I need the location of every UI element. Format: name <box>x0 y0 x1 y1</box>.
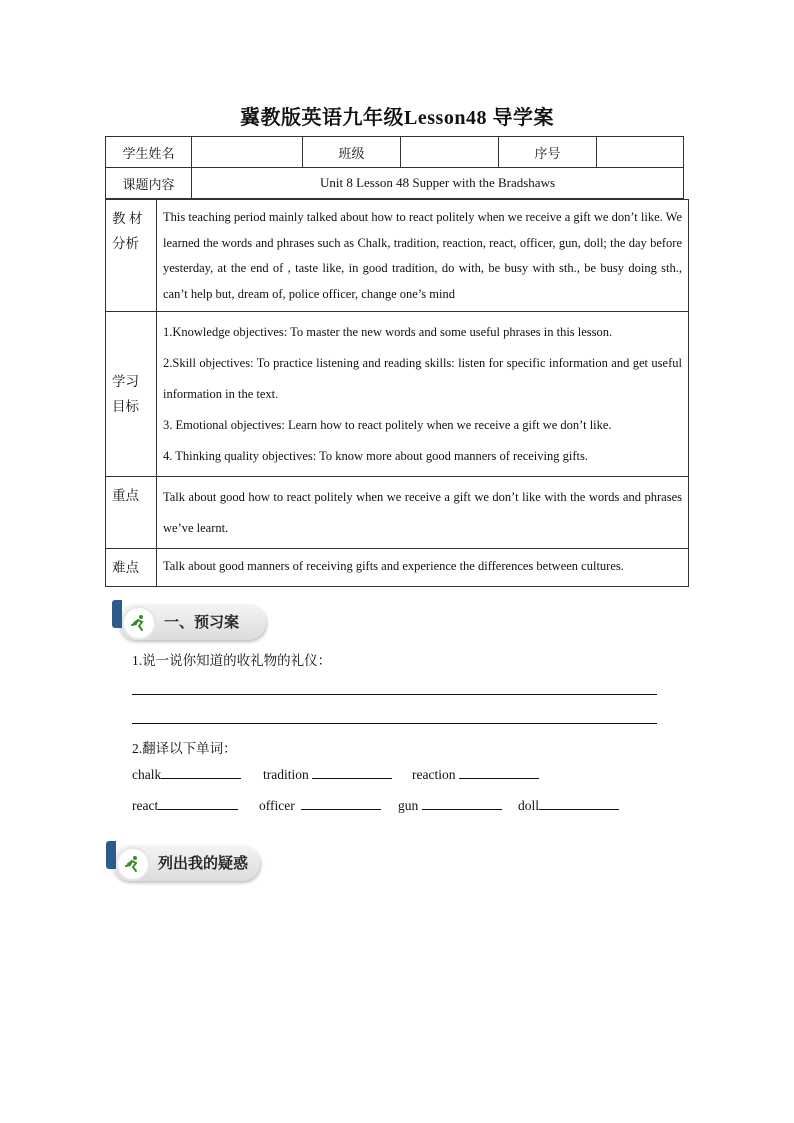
student-name-label: 学生姓名 <box>106 137 192 168</box>
question-1: 1.说一说你知道的收礼物的礼仪： <box>132 653 332 668</box>
goals-list <box>157 312 689 477</box>
topic-value: Unit 8 Lesson 48 Supper with the Bradshaws <box>192 168 684 199</box>
difficult-points-text: Talk about good manners of receiving gifts and experience the differences between cultures. <box>157 549 689 587</box>
page-title: 冀教版英语九年级Lesson48 导学案 <box>240 107 554 129</box>
section-preview-badge <box>118 604 266 640</box>
word-item: react <box>132 797 238 814</box>
goal-item: 2.Skill objectives: To practice listening and reading skills: listen for specific information and get useful information in the text. <box>163 356 682 401</box>
topic-label: 课题内容 <box>106 168 192 199</box>
word-blank[interactable] <box>539 797 619 810</box>
word-blank[interactable] <box>312 766 392 779</box>
lesson-plan-table <box>105 199 689 587</box>
class-label: 班级 <box>303 137 401 168</box>
key-points-text: Talk about good how to react politely when we receive a gift we don’t like with the words and phrases we’ve learnt. <box>157 477 689 549</box>
word-item: gun <box>398 797 502 814</box>
word-blank[interactable] <box>301 797 381 810</box>
goal-item: 4. Thinking quality objectives: To know more about good manners of receiving gifts. <box>163 449 588 463</box>
number-cell[interactable] <box>597 137 684 168</box>
goal-item: 3. Emotional objectives: Learn how to react politely when we receive a gift we don’t like. <box>163 418 612 432</box>
answer-line[interactable] <box>132 723 657 724</box>
word-item: reaction <box>412 766 539 783</box>
section-preview-label: 一、预习案 <box>164 613 240 631</box>
word-item: tradition <box>263 766 392 783</box>
badge-tab <box>106 841 116 869</box>
word-blank[interactable] <box>158 797 238 810</box>
word-item: doll <box>518 797 619 814</box>
runner-icon <box>116 847 150 881</box>
word-blank[interactable] <box>422 797 502 810</box>
word-item: chalk <box>132 766 241 783</box>
section-questions-label: 列出我的疑惑 <box>158 854 249 872</box>
goal-item: 1.Knowledge objectives: To master the new words and some useful phrases in this lesson. <box>163 325 613 339</box>
runner-icon <box>122 606 156 640</box>
analysis-text: This teaching period mainly talked about how to react politely when we receive a gift we don’t like. We learned the words and phrases such as Chalk, tradition, reaction, react, officer, gun, doll; the day before yesterday, at the end of , taste like, in good tradition, do with, be busy with sth., be busy doing sth., can’t help but, dream of, police officer, change one’s mind <box>157 200 689 312</box>
class-cell[interactable] <box>401 137 499 168</box>
student-info-table <box>105 136 684 199</box>
difficult-points-label: 难点 <box>106 549 157 587</box>
student-name-cell[interactable] <box>192 137 303 168</box>
word-item: officer <box>259 797 381 814</box>
analysis-label: 教 材 分析 <box>106 200 157 312</box>
number-label: 序号 <box>499 137 597 168</box>
section-questions-badge <box>112 845 260 881</box>
word-blank[interactable] <box>459 766 539 779</box>
answer-line[interactable] <box>132 694 657 695</box>
goals-label: 学习 目标 <box>106 312 157 477</box>
word-blank[interactable] <box>161 766 241 779</box>
question-2: 2.翻译以下单词： <box>132 741 237 756</box>
badge-tab <box>112 600 122 628</box>
key-points-label: 重点 <box>106 477 157 549</box>
